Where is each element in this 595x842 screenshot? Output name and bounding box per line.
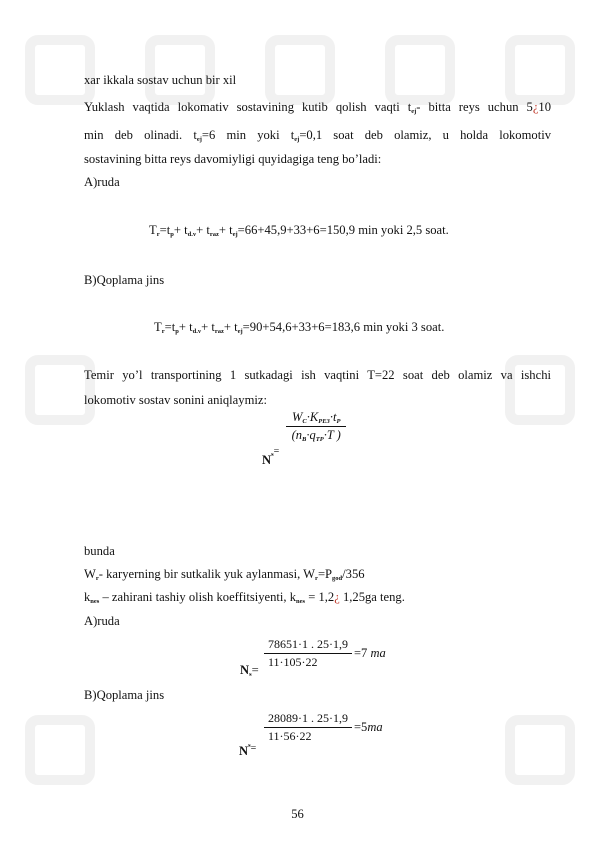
formula-lhs: $N_s^=$ bbox=[262, 446, 280, 467]
trip-time-formula-qoplama: $T_r=t_p+ t_{d.v}+ t_{raz}+ t_{ej}=90+54,6+33+6=183,6$ min yoki 3 soat. bbox=[154, 320, 445, 335]
paragraph-line-3: sostavining bitta reys davomiyligi quyidagiga teng bo’ladi: bbox=[84, 152, 382, 166]
qoplama-label: B)Qoplama jins bbox=[84, 273, 165, 287]
paragraph-2-line-2: lokomotiv sostav sonini aniqlaymiz: bbox=[84, 393, 267, 407]
calc1-denominator: 11·105·22 bbox=[268, 655, 318, 669]
trip-time-formula-ruda: $T_r=t_p+ t_{d.v}+ t_{raz}+ t_{ej}=66+45,9+33+6=150,9$ min yoki 2,5 soat. bbox=[149, 223, 449, 238]
qoplama-label-2: B)Qoplama jins bbox=[84, 688, 165, 702]
ruda-label: A)ruda bbox=[84, 175, 120, 189]
ruda-label-2: A)ruda bbox=[84, 614, 120, 628]
formula-denominator: ($n_B\cdot q_{TP}\cdot T$ ) bbox=[291, 428, 341, 443]
formula-numerator: $W_C\cdot K_{PEЗ}\cdot t_P$ bbox=[286, 410, 346, 427]
calc1-lhs: $N_s=$ bbox=[240, 663, 259, 678]
calc2-lhs: $N_s^=$ bbox=[239, 742, 257, 758]
calc2-denominator: 11·56·22 bbox=[268, 729, 312, 743]
general-formula-fraction bbox=[286, 410, 346, 443]
paragraph-line-1: Yuklash vaqtida lokomativ sostavining kutib qolish vaqti $t_{ej}-$ bitta reys uchun 5¿10 bbox=[84, 100, 551, 115]
intro-line: xar ikkala sostav uchun bir xil bbox=[84, 73, 237, 87]
paragraph-2-line-1: Temir yo’l transportining 1 sutkadagi ish vaqtini T=22 soat deb olamiz va ishchi bbox=[84, 368, 551, 382]
calc1-fraction: $\frac{78651\cdot 1 . 25\cdot 1,9}{11\cdot 105\cdot 22}$ =7 ma bbox=[264, 637, 386, 670]
bunda-label: bunda bbox=[84, 544, 115, 558]
definition-wr: $W_r-$ karyerning bir sutkalik yuk aylanmasi, $W_r=P_{god}/356$ bbox=[84, 567, 365, 582]
calc2-numerator: 28089·1 . 25·1,9 bbox=[264, 711, 352, 728]
paragraph-line-2: min deb olinadi. $t_{ej}=6$ min yoki $t_{ej}=0,1$ soat deb olamiz, u holda lokomotiv bbox=[84, 128, 551, 143]
calc2-fraction: $\frac{28089\cdot 1 . 25\cdot 1,9}{11\cdot 56\cdot 22}$ =5ma bbox=[264, 711, 383, 744]
calc1-numerator: 78651·1 . 25·1,9 bbox=[264, 637, 352, 654]
definition-knes: $k_{nes}$ – zahirani tashiy olish koeffitsiyenti, $k_{nes}$ = 1,2¿ 1,25ga teng. bbox=[84, 590, 405, 605]
page-number: 56 bbox=[291, 807, 304, 821]
